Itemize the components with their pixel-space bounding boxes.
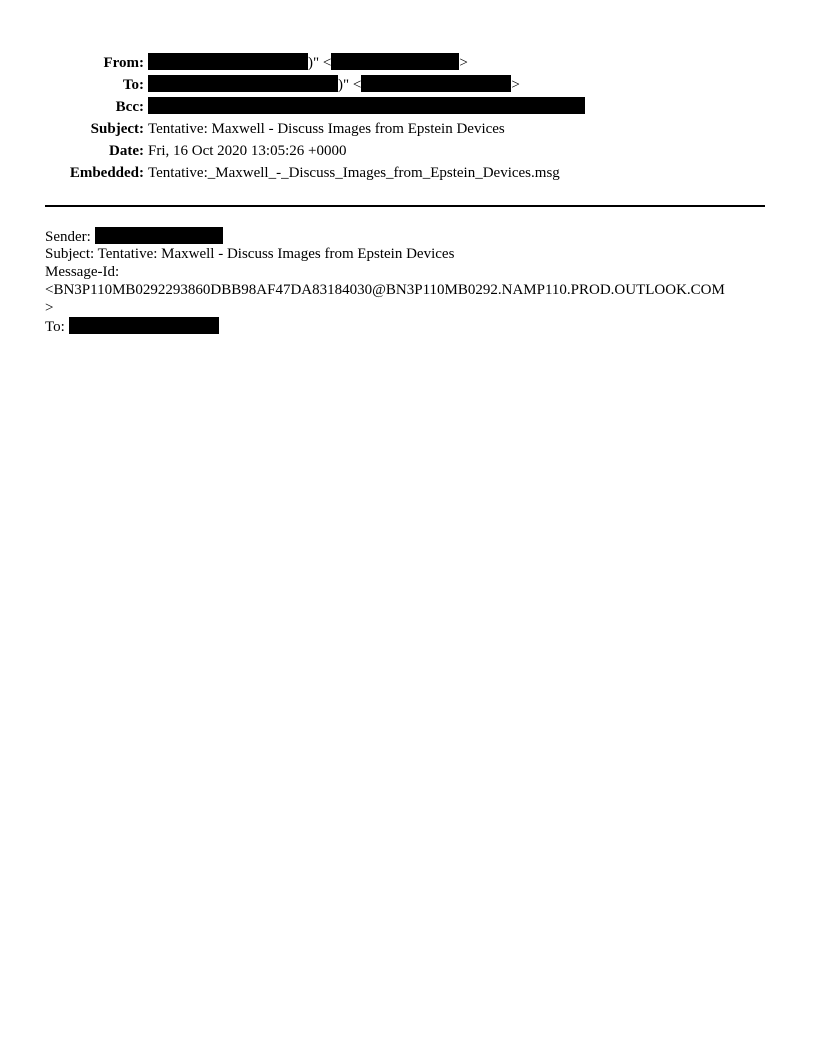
to-separator: )" < — [338, 77, 362, 93]
redaction-box — [361, 75, 511, 92]
embedded-message-id-close: > — [45, 300, 54, 316]
subject-label: Subject: — [90, 121, 144, 137]
embedded-subject-line: Subject: Tentative: Maxwell - Discuss Images from Epstein Devices — [45, 246, 455, 262]
embedded-sender-label: Sender: — [45, 229, 91, 245]
bcc-label: Bcc: — [115, 99, 144, 115]
bcc-value — [148, 97, 585, 117]
embedded-sender-line — [45, 227, 785, 245]
redaction-box — [69, 317, 219, 334]
embedded-value: Tentative:_Maxwell_-_Discuss_Images_from_Epstein_Devices.msg — [148, 165, 560, 181]
header-bcc-row — [0, 97, 816, 117]
to-value — [148, 75, 520, 95]
embedded-label: Embedded: — [69, 165, 144, 181]
subject-value: Tentative: Maxwell - Discuss Images from Epstein Devices — [148, 121, 505, 137]
redaction-box — [331, 53, 459, 70]
header-embedded-row — [0, 163, 816, 183]
embedded-message-details — [45, 227, 785, 335]
redaction-box — [148, 53, 308, 70]
header-divider — [45, 205, 765, 207]
to-close: > — [511, 77, 520, 93]
from-close: > — [459, 55, 468, 71]
from-value — [148, 53, 468, 73]
to-label: To: — [122, 77, 144, 93]
date-label: Date: — [109, 143, 144, 159]
header-subject-row — [0, 119, 816, 139]
redaction-box — [148, 97, 585, 114]
header-date-row — [0, 141, 816, 161]
embedded-to-line — [45, 317, 785, 335]
header-from-row — [0, 53, 816, 73]
redaction-box — [95, 227, 223, 244]
embedded-message-id-label: Message-Id: — [45, 264, 120, 280]
from-separator: )" < — [308, 55, 332, 71]
redaction-box — [148, 75, 338, 92]
from-label: From: — [103, 55, 144, 71]
embedded-message-id-value: <BN3P110MB0292293860DBB98AF47DA83184030@BN3P110MB0292.NAMP110.PROD.OUTLOOK.COM — [45, 282, 725, 298]
header-to-row — [0, 75, 816, 95]
embedded-to-label: To: — [45, 319, 65, 335]
date-value: Fri, 16 Oct 2020 13:05:26 +0000 — [148, 143, 347, 159]
